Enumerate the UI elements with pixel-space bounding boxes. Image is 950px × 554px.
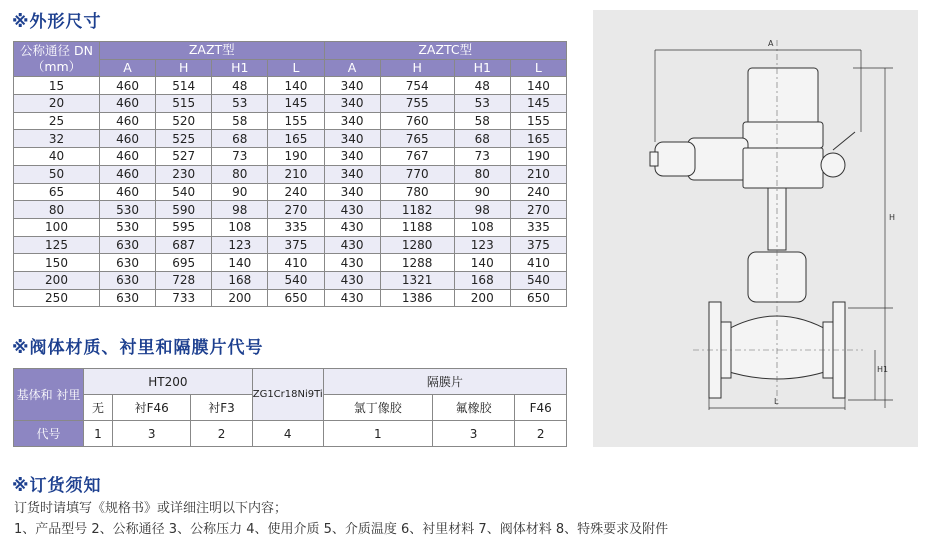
dim-cell-value: 525 [156, 130, 212, 148]
dim-sub-header: L [268, 59, 324, 77]
dim-cell-value: 767 [380, 148, 454, 166]
dim-cell-value: 145 [510, 95, 566, 113]
mat-code: 1 [323, 421, 432, 447]
materials-table [13, 368, 567, 447]
dim-cell-value: 375 [510, 236, 566, 254]
dim-cell-value: 780 [380, 183, 454, 201]
dim-table-row [14, 218, 567, 236]
dim-cell-value: 590 [156, 201, 212, 219]
dimension-h1-label: H1 [877, 365, 889, 374]
dim-cell-value: 630 [100, 289, 156, 307]
dim-cell-value: 430 [324, 289, 380, 307]
dim-group-zazt: ZAZT型 [100, 42, 325, 60]
dim-cell-value: 460 [100, 130, 156, 148]
dim-cell-dn: 32 [14, 130, 100, 148]
dim-cell-value: 340 [324, 148, 380, 166]
dim-table-row [14, 165, 567, 183]
dim-cell-value: 460 [100, 165, 156, 183]
dim-cell-value: 165 [510, 130, 566, 148]
dim-cell-value: 595 [156, 218, 212, 236]
dim-cell-value: 340 [324, 183, 380, 201]
dim-cell-value: 98 [212, 201, 268, 219]
dim-cell-dn: 25 [14, 112, 100, 130]
dim-cell-dn: 40 [14, 148, 100, 166]
dim-table-row [14, 201, 567, 219]
dim-cell-value: 410 [268, 254, 324, 272]
dim-cell-value: 460 [100, 112, 156, 130]
mat-code: 4 [252, 421, 323, 447]
dim-sub-header: H [156, 59, 212, 77]
actuator-body [748, 68, 818, 126]
dim-cell-value: 514 [156, 77, 212, 95]
mat-ht-sub: 无 [84, 395, 113, 421]
dim-cell-value: 155 [510, 112, 566, 130]
dim-cell-value: 733 [156, 289, 212, 307]
dim-cell-value: 335 [510, 218, 566, 236]
dim-cell-value: 90 [212, 183, 268, 201]
dim-sub-header: H [380, 59, 454, 77]
dim-cell-value: 145 [268, 95, 324, 113]
dim-cell-value: 98 [454, 201, 510, 219]
dim-cell-value: 650 [268, 289, 324, 307]
valve-drawing-svg [593, 10, 918, 447]
dim-sub-header: H1 [212, 59, 268, 77]
dim-cell-value: 73 [212, 148, 268, 166]
dim-cell-value: 460 [100, 148, 156, 166]
dim-table-row [14, 130, 567, 148]
dim-cell-value: 530 [100, 218, 156, 236]
dim-cell-value: 340 [324, 130, 380, 148]
dim-sub-header: L [510, 59, 566, 77]
order-items: 1、产品型号 2、公称通径 3、公称压力 4、使用介质 5、介质温度 6、衬里材料 7、阀体材料 8、特殊要求及附件 [14, 522, 669, 537]
mat-code: 3 [112, 421, 190, 447]
dim-cell-value: 270 [510, 201, 566, 219]
dim-cell-value: 460 [100, 183, 156, 201]
order-instruction: 订货时请填写《规格书》或详细注明以下内容； [14, 501, 288, 516]
dim-cell-value: 527 [156, 148, 212, 166]
dim-cell-value: 1288 [380, 254, 454, 272]
gearbox [743, 148, 823, 188]
dim-cell-value: 200 [454, 289, 510, 307]
dim-cell-dn: 20 [14, 95, 100, 113]
dim-cell-value: 340 [324, 77, 380, 95]
dim-sub-header: H1 [454, 59, 510, 77]
dim-cell-value: 1188 [380, 218, 454, 236]
dim-cell-value: 210 [268, 165, 324, 183]
dim-cell-value: 58 [454, 112, 510, 130]
dim-cell-value: 687 [156, 236, 212, 254]
dim-cell-value: 123 [212, 236, 268, 254]
dim-cell-dn: 80 [14, 201, 100, 219]
dim-cell-value: 140 [510, 77, 566, 95]
dim-cell-value: 230 [156, 165, 212, 183]
dim-cell-value: 430 [324, 254, 380, 272]
dim-cell-value: 190 [510, 148, 566, 166]
dim-cell-value: 540 [510, 271, 566, 289]
dim-cell-value: 53 [454, 95, 510, 113]
actuator-base [743, 122, 823, 148]
dim-cell-value: 168 [454, 271, 510, 289]
dim-cell-value: 695 [156, 254, 212, 272]
mat-code: 2 [191, 421, 252, 447]
dim-cell-value: 168 [212, 271, 268, 289]
dim-cell-value: 1386 [380, 289, 454, 307]
dim-cell-value: 200 [212, 289, 268, 307]
dim-table-row [14, 112, 567, 130]
dim-cell-dn: 65 [14, 183, 100, 201]
dim-cell-dn: 50 [14, 165, 100, 183]
dim-cell-value: 754 [380, 77, 454, 95]
mat-diaphragm-sub: 氟橡胶 [432, 395, 514, 421]
dim-cell-value: 123 [454, 236, 510, 254]
dim-sub-header: A [100, 59, 156, 77]
materials-section-title: ※阀体材质、衬里和隔膜片代号 [12, 338, 264, 358]
mat-diaphragm-sub: F46 [515, 395, 567, 421]
dim-group-zaztc: ZAZTC型 [324, 42, 567, 60]
dim-cell-value: 760 [380, 112, 454, 130]
dim-cell-dn: 15 [14, 77, 100, 95]
dim-table-row [14, 289, 567, 307]
dim-head-dn: 公称通径 DN（mm） [14, 42, 100, 77]
dim-cell-value: 240 [510, 183, 566, 201]
dim-cell-value: 770 [380, 165, 454, 183]
handle [833, 132, 855, 150]
dim-cell-value: 540 [156, 183, 212, 201]
dim-cell-dn: 100 [14, 218, 100, 236]
valve-drawing [593, 10, 918, 447]
dim-cell-value: 630 [100, 271, 156, 289]
motor-tip [650, 152, 658, 166]
mat-diaphragm-sub: 氯丁像胶 [323, 395, 432, 421]
dim-cell-dn: 200 [14, 271, 100, 289]
dimension-a-label: A [768, 39, 774, 48]
dim-cell-value: 210 [510, 165, 566, 183]
dim-table-row [14, 183, 567, 201]
dim-cell-value: 430 [324, 201, 380, 219]
mat-group-ht200: HT200 [84, 369, 253, 395]
dim-cell-value: 80 [212, 165, 268, 183]
dim-table-row [14, 271, 567, 289]
dimensions-section-title: ※外形尺寸 [12, 12, 102, 32]
order-section-title: ※订货须知 [12, 476, 102, 496]
dim-cell-value: 430 [324, 236, 380, 254]
dim-table-row [14, 236, 567, 254]
dim-cell-value: 375 [268, 236, 324, 254]
dim-sub-header: A [324, 59, 380, 77]
dimension-h-label: H [889, 213, 896, 222]
dim-cell-value: 630 [100, 236, 156, 254]
dimension-l-label: L [774, 397, 779, 406]
dim-cell-value: 190 [268, 148, 324, 166]
dim-cell-value: 430 [324, 218, 380, 236]
dim-cell-value: 650 [510, 289, 566, 307]
dim-cell-value: 340 [324, 165, 380, 183]
dim-cell-value: 48 [454, 77, 510, 95]
dim-cell-value: 340 [324, 112, 380, 130]
dim-cell-value: 68 [212, 130, 268, 148]
dim-cell-value: 410 [510, 254, 566, 272]
mat-code: 1 [84, 421, 113, 447]
dim-cell-value: 340 [324, 95, 380, 113]
dim-cell-value: 73 [454, 148, 510, 166]
motor-end-cap [655, 142, 695, 176]
handwheel [821, 153, 845, 177]
dim-cell-value: 270 [268, 201, 324, 219]
dim-cell-value: 90 [454, 183, 510, 201]
dim-cell-value: 520 [156, 112, 212, 130]
dim-cell-value: 460 [100, 77, 156, 95]
dim-cell-value: 108 [212, 218, 268, 236]
dim-cell-value: 460 [100, 95, 156, 113]
dim-cell-value: 1182 [380, 201, 454, 219]
dim-cell-value: 58 [212, 112, 268, 130]
mat-group-diaphragm: 隔膜片 [323, 369, 566, 395]
dim-cell-value: 53 [212, 95, 268, 113]
dim-table-row [14, 254, 567, 272]
dim-cell-value: 108 [454, 218, 510, 236]
mat-group-zg: ZG1Cr18Ni9Ti [252, 369, 323, 421]
mat-ht-sub: 衬F46 [112, 395, 190, 421]
dim-cell-dn: 250 [14, 289, 100, 307]
dim-cell-value: 48 [212, 77, 268, 95]
dim-table-row [14, 148, 567, 166]
dim-cell-value: 335 [268, 218, 324, 236]
dim-cell-value: 1321 [380, 271, 454, 289]
dim-cell-dn: 150 [14, 254, 100, 272]
mat-code: 2 [515, 421, 567, 447]
dim-cell-value: 755 [380, 95, 454, 113]
mat-code-label: 代号 [14, 421, 84, 447]
dim-table-row [14, 95, 567, 113]
dim-cell-value: 515 [156, 95, 212, 113]
dim-cell-value: 165 [268, 130, 324, 148]
mat-code: 3 [432, 421, 514, 447]
dimensions-table [13, 41, 567, 307]
mat-ht-sub: 衬F3 [191, 395, 252, 421]
dim-cell-value: 80 [454, 165, 510, 183]
dim-cell-dn: 125 [14, 236, 100, 254]
dim-cell-value: 765 [380, 130, 454, 148]
dim-table-row [14, 77, 567, 95]
dim-cell-value: 140 [268, 77, 324, 95]
dim-cell-value: 140 [454, 254, 510, 272]
dim-cell-value: 240 [268, 183, 324, 201]
dim-cell-value: 728 [156, 271, 212, 289]
dim-cell-value: 1280 [380, 236, 454, 254]
dim-cell-value: 68 [454, 130, 510, 148]
dim-cell-value: 530 [100, 201, 156, 219]
motor-housing [688, 138, 748, 180]
dim-cell-value: 140 [212, 254, 268, 272]
dim-cell-value: 630 [100, 254, 156, 272]
dim-cell-value: 430 [324, 271, 380, 289]
dim-cell-value: 540 [268, 271, 324, 289]
dim-cell-value: 155 [268, 112, 324, 130]
mat-head-left: 基体和 衬里 [14, 369, 84, 421]
